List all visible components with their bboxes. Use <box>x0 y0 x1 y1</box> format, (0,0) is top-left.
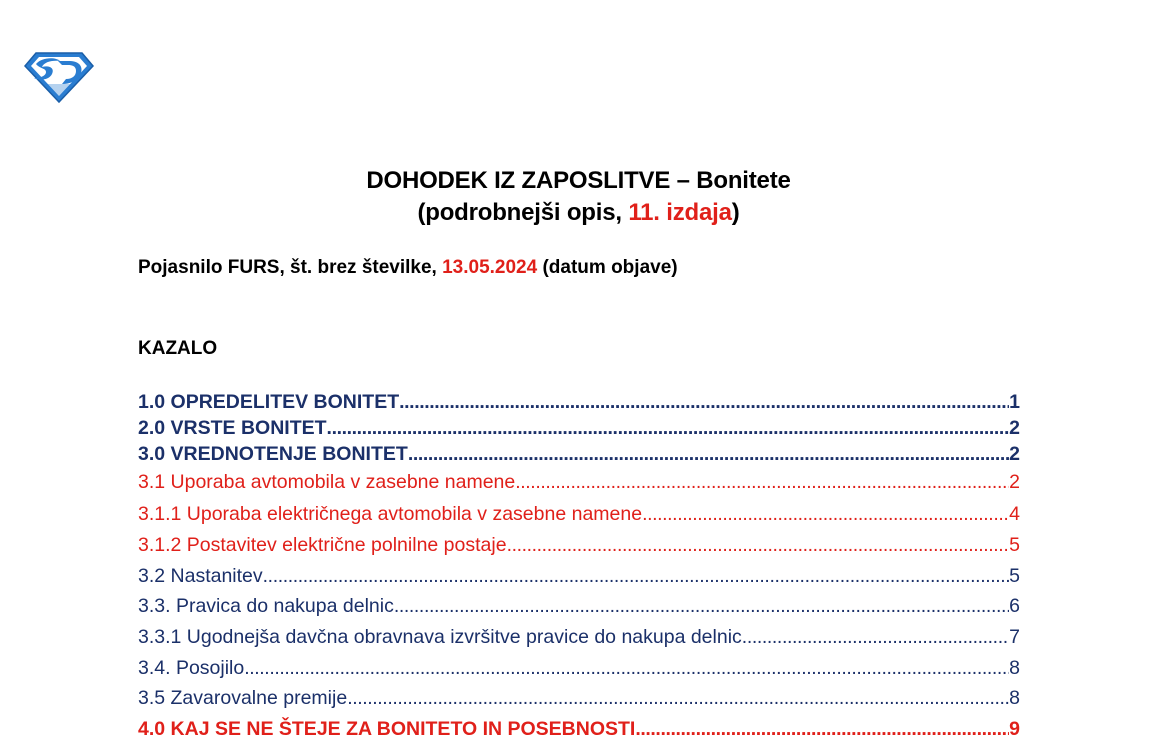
document-title: DOHODEK IZ ZAPOSLITVE – Bonitete <box>366 167 791 194</box>
toc-page-number: 1 <box>1009 391 1020 413</box>
explanation-prefix: Pojasnilo FURS, št. brez številke, <box>138 257 443 278</box>
toc-leader-dots <box>394 593 1009 619</box>
toc-page-number: 2 <box>1009 417 1020 439</box>
toc-entry-label: 1.0 OPREDELITEV BONITET <box>138 391 400 413</box>
toc-leader-dots <box>635 716 1009 742</box>
edition-open-text: (podrobnejši opis, <box>417 199 629 226</box>
toc-page-number: 5 <box>1009 534 1020 556</box>
company-logo-icon <box>22 48 96 104</box>
toc-heading: KAZALO <box>138 338 218 359</box>
toc-entry-label: 3.0 VREDNOTENJE BONITET <box>138 443 408 465</box>
toc-leader-dots <box>244 655 1009 681</box>
toc-entry-elektricni-avtomobil[interactable] <box>138 501 1020 527</box>
toc-entry-pravica-delnic[interactable] <box>138 593 1020 619</box>
toc-entry-kaj-se-ne-steje[interactable] <box>138 716 1020 742</box>
toc-entry-opredelitev-bonitet[interactable] <box>138 389 1020 415</box>
toc-entry-polnilna-postaja[interactable] <box>138 532 1020 558</box>
toc-leader-dots <box>347 685 1009 711</box>
toc-entry-vrste-bonitet[interactable] <box>138 415 1020 441</box>
toc-entry-label: 4.0 KAJ SE NE ŠTEJE ZA BONITETO IN POSEBNOSTI <box>138 718 636 740</box>
toc-leader-dots <box>642 501 1009 527</box>
toc-page-number: 5 <box>1009 565 1020 587</box>
toc-entry-vrednotenje-bonitet[interactable] <box>138 441 1020 467</box>
toc-page-number: 7 <box>1009 626 1020 648</box>
toc-entry-label: 3.3.1 Ugodnejša davčna obravnava izvršitve pravice do nakupa delnic <box>138 626 742 648</box>
toc-leader-dots <box>515 469 1009 495</box>
toc-leader-dots <box>399 389 1009 415</box>
toc-entry-label: 3.1 Uporaba avtomobila v zasebne namene <box>138 471 516 493</box>
toc-leader-dots <box>263 563 1009 589</box>
toc-entry-label: 3.2 Nastanitev <box>138 565 263 587</box>
toc-page-number: 2 <box>1009 443 1020 465</box>
toc-entry-label: 3.5 Zavarovalne premije <box>138 687 348 709</box>
toc-leader-dots <box>408 441 1009 467</box>
edition-highlight: 11. izdaja <box>628 199 732 226</box>
toc-page-number: 9 <box>1009 718 1020 740</box>
toc-leader-dots <box>742 624 1009 650</box>
toc-page-number: 6 <box>1009 595 1020 617</box>
toc-leader-dots <box>327 415 1010 441</box>
furs-explanation-line <box>138 256 678 280</box>
toc-page-number: 2 <box>1009 471 1020 493</box>
toc-entry-label: 3.4. Posojilo <box>138 657 245 679</box>
toc-entry-zavarovalne-premije[interactable] <box>138 685 1020 711</box>
toc-entry-label: 3.1.1 Uporaba električnega avtomobila v zasebne namene <box>138 503 643 525</box>
toc-entry-davcna-obravnava[interactable] <box>138 624 1020 650</box>
toc-entry-label: 3.3. Pravica do nakupa delnic <box>138 595 394 617</box>
explanation-suffix: (datum objave) <box>537 257 678 278</box>
toc-entry-posojilo[interactable] <box>138 655 1020 681</box>
toc-page-number: 8 <box>1009 657 1020 679</box>
toc-page-number: 4 <box>1009 503 1020 525</box>
toc-entry-uporaba-avtomobila[interactable] <box>138 469 1020 495</box>
edition-close-text: ) <box>731 199 740 226</box>
publication-date: 13.05.2024 <box>442 257 538 278</box>
toc-entry-label: 3.1.2 Postavitev električne polnilne postaje <box>138 534 507 556</box>
document-subtitle-edition <box>0 199 1157 227</box>
toc-entry-label: 2.0 VRSTE BONITET <box>138 417 327 439</box>
toc-leader-dots <box>507 532 1010 558</box>
toc-page-number: 8 <box>1009 687 1020 709</box>
toc-entry-nastanitev[interactable] <box>138 563 1020 589</box>
